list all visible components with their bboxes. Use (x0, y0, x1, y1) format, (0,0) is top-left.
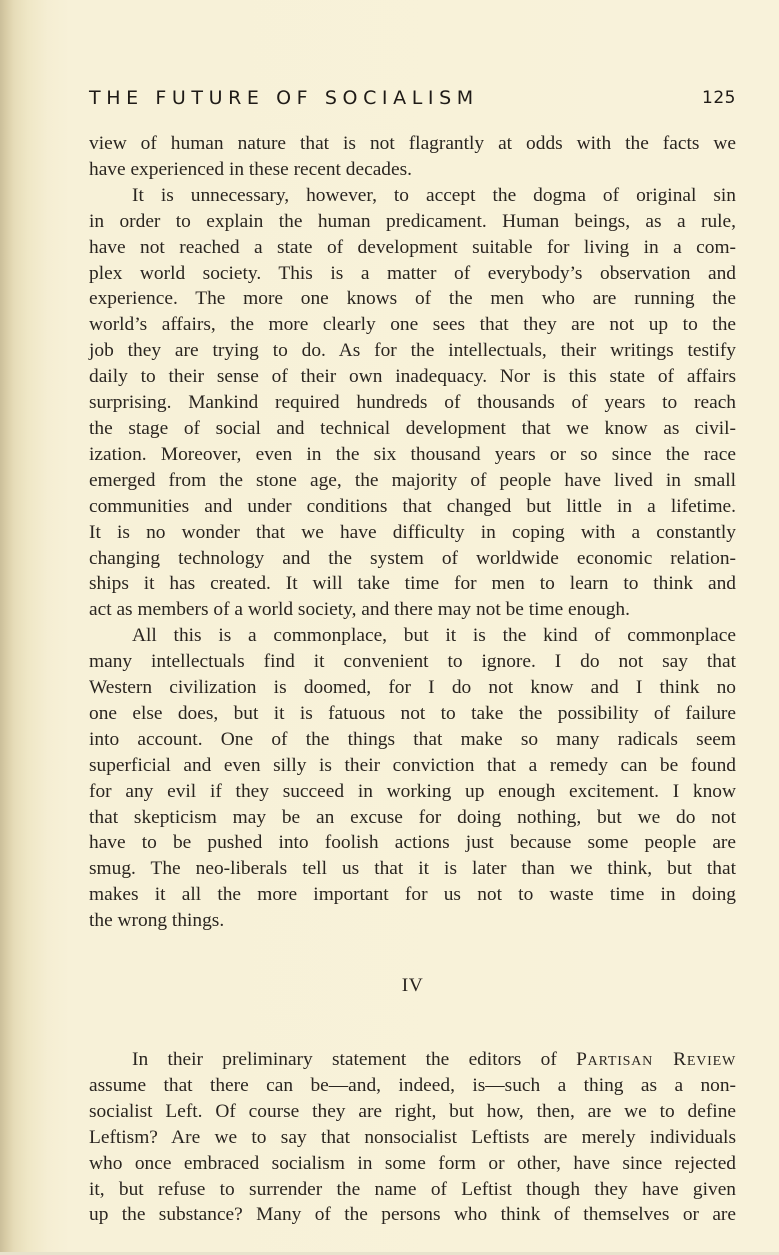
text-line: view of human nature that is not flagrantly at odds with the facts we (89, 133, 736, 154)
text-line: daily to their sense of their own inadequacy. Nor is this state of affairs (89, 366, 736, 388)
text-line: who once embraced socialism in some form or other, have since rejected (89, 1152, 736, 1174)
text-line: It is unnecessary, however, to accept the dogma of original sin (132, 184, 736, 206)
text-line: smug. The neo-liberals tell us that it is later than we think, but that (89, 858, 736, 880)
running-title: THE FUTURE OF SOCIALISM (89, 87, 479, 109)
text-line: experience. The more one knows of the men who are running the (89, 288, 736, 310)
text-segment: In their preliminary statement the editors of (132, 1049, 577, 1070)
text-line: it, but refuse to surrender the name of Leftist though they have given (89, 1178, 736, 1200)
text-line: changing technology and the system of worldwide economic relation- (89, 547, 736, 569)
text-line: emerged from the stone age, the majority of people have lived in small (89, 469, 736, 491)
text-line: socialist Left. Of course they are right, but how, then, are we to define (89, 1100, 736, 1122)
section-heading: IV (401, 975, 424, 997)
paragraph-2 (89, 183, 736, 623)
page-number: 125 (702, 88, 736, 108)
paragraph-4 (89, 1047, 736, 1228)
text-line: plex world society. This is a matter of everybody’s observation and (89, 262, 736, 284)
running-head (89, 83, 736, 113)
text-line: world’s affairs, the more clearly one sees that they are not up to the (89, 314, 736, 336)
text-line: superficial and even silly is their conviction that a remedy can be found (89, 754, 736, 776)
text-line: communities and under conditions that changed but little in a lifetime. (89, 495, 736, 517)
text-line: It is no wonder that we have difficulty in coping with a constantly (89, 521, 736, 543)
body-text (89, 131, 736, 1228)
text-line: for any evil if they succeed in working up enough excitement. I know (89, 780, 736, 802)
text-line: job they are trying to do. As for the intellectuals, their writings testify (89, 340, 736, 362)
text-line: have not reached a state of development suitable for living in a com- (89, 236, 736, 258)
text-line: ization. Moreover, even in the six thousand years or so since the race (89, 443, 736, 465)
text-line: into account. One of the things that make so many radicals seem (89, 728, 736, 750)
text-line: the stage of social and technical development that we know as civil- (89, 417, 736, 439)
text-line: assume that there can be—and, indeed, is—such a thing as a non- (89, 1074, 736, 1096)
text-line: ships it has created. It will take time for men to learn to think and (89, 573, 736, 595)
text-line (89, 1047, 736, 1073)
text-line: have to be pushed into foolish actions just because some people are (89, 832, 736, 854)
text-line: surprising. Mankind required hundreds of thousands of years to reach (89, 392, 736, 414)
text-line: Leftism? Are we to say that nonsocialist Leftists are merely individuals (89, 1126, 736, 1148)
text-line: that skepticism may be an excuse for doing nothing, but we do not (89, 806, 736, 828)
journal-name: Partisan Review (576, 1049, 736, 1070)
text-line: makes it all the more important for us not to waste time in doing (89, 884, 736, 906)
paragraph-1 (89, 131, 736, 183)
text-line: act as members of a world society, and there may not be time enough. (89, 599, 630, 621)
text-line: one else does, but it is fatuous not to take the possibility of failure (89, 702, 736, 724)
text-line: All this is a commonplace, but it is the kind of commonplace (132, 625, 736, 647)
text-line: have experienced in these recent decades. (89, 158, 412, 180)
text-line: the wrong things. (89, 910, 225, 932)
paragraph-3 (89, 623, 736, 934)
text-line: many intellectuals find it convenient to ignore. I do not say that (89, 651, 736, 673)
text-line: Western civilization is doomed, for I do not know and I think no (89, 677, 736, 699)
text-line: up the substance? Many of the persons who think of themselves or are (89, 1204, 736, 1226)
text-line: in order to explain the human predicament. Human beings, as a rule, (89, 210, 736, 232)
